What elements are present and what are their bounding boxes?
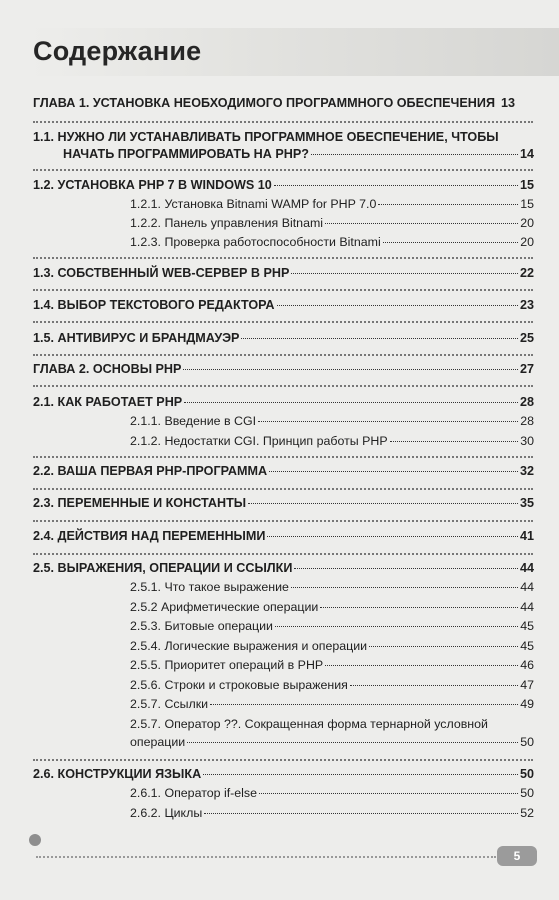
- footer-bullet-icon: [29, 834, 41, 846]
- toc-section-1-4[interactable]: [33, 298, 534, 312]
- toc-page-number: 50: [519, 767, 534, 781]
- leader-dots: [203, 774, 518, 775]
- toc-label: 2.6.1. Оператор if-else: [130, 786, 258, 800]
- toc-page-number: 28: [520, 414, 534, 428]
- toc-subsection-2-5-4[interactable]: [130, 639, 534, 653]
- divider: [33, 289, 533, 291]
- toc-page-number: 22: [519, 266, 534, 280]
- toc-section-2-2[interactable]: [33, 464, 534, 478]
- toc-page-number: 14: [519, 147, 534, 161]
- toc-label: 2.1.2. Недостатки CGI. Принцип работы PHP: [130, 434, 388, 448]
- toc-label: 1.3. СОБСТВЕННЫЙ WEB-СЕРВЕР В PHP: [33, 266, 290, 280]
- toc-label: операции: [130, 735, 186, 749]
- toc-label: 2.6.2. Циклы: [130, 806, 203, 820]
- toc-label: 2.4. ДЕЙСТВИЯ НАД ПЕРЕМЕННЫМИ: [33, 529, 266, 543]
- toc-label: 2.1.1. Введение в CGI: [130, 414, 257, 428]
- divider: [33, 385, 533, 387]
- divider: [33, 354, 533, 356]
- leader-dots: [291, 587, 518, 588]
- toc-page-number: 47: [520, 678, 534, 692]
- toc-label: 2.1. КАК РАБОТАЕТ PHP: [33, 395, 183, 409]
- toc-section-2-5[interactable]: [33, 561, 534, 575]
- leader-dots: [269, 471, 518, 472]
- toc-section-1-5[interactable]: [33, 331, 534, 345]
- toc-section-1-1[interactable]: [63, 147, 534, 161]
- toc-page-number: 44: [520, 580, 534, 594]
- leader-dots: [274, 185, 518, 186]
- divider: [33, 121, 533, 123]
- toc-label: 2.5.5. Приоритет операций в PHP: [130, 658, 324, 672]
- toc-label: 2.5.3. Битовые операции: [130, 619, 273, 633]
- toc-subsection-2-5-7[interactable]: [130, 697, 534, 711]
- toc-page-number: 35: [519, 496, 534, 510]
- toc-page-number: 45: [520, 639, 534, 653]
- toc-subsection-2-1-1[interactable]: [130, 414, 534, 428]
- toc-label: 2.6. КОНСТРУКЦИИ ЯЗЫКА: [33, 767, 202, 781]
- toc-page-number: 15: [520, 197, 534, 211]
- divider: [33, 321, 533, 323]
- leader-dots: [325, 223, 518, 224]
- toc-label: ГЛАВА 1. УСТАНОВКА НЕОБХОДИМОГО ПРОГРАММНОГО ОБЕСПЕЧЕНИЯ: [33, 96, 495, 110]
- toc-page-number: 13: [501, 96, 516, 110]
- toc-page-number: 50: [520, 735, 534, 749]
- toc-subsection-2-5-7b[interactable]: [130, 735, 534, 749]
- toc-subsection-1-2-3[interactable]: [130, 235, 534, 249]
- toc-page-number: 50: [520, 786, 534, 800]
- divider: [33, 456, 533, 458]
- toc-section-2-4[interactable]: [33, 529, 534, 543]
- leader-dots: [311, 154, 518, 155]
- toc-label: 2.5.2 Арифметические операции: [130, 600, 319, 614]
- leader-dots: [187, 742, 518, 743]
- leader-dots: [184, 402, 518, 403]
- toc-label: 2.5.4. Логические выражения и операции: [130, 639, 368, 653]
- leader-dots: [258, 421, 518, 422]
- leader-dots: [383, 242, 518, 243]
- toc-chapter-1[interactable]: [33, 96, 534, 110]
- toc-page-number: 46: [520, 658, 534, 672]
- leader-dots: [291, 273, 518, 274]
- toc-subsection-2-5-6[interactable]: [130, 678, 534, 692]
- leader-dots: [350, 685, 518, 686]
- leader-dots: [294, 568, 518, 569]
- leader-dots: [267, 536, 518, 537]
- toc-page-number: 44: [519, 561, 534, 575]
- toc-label: 1.2.3. Проверка работоспособности Bitnami: [130, 235, 381, 249]
- toc-subsection-2-6-1[interactable]: [130, 786, 534, 800]
- leader-dots: [325, 665, 518, 666]
- divider: [33, 520, 533, 522]
- divider: [33, 257, 533, 259]
- page-title: Содержание: [33, 36, 202, 66]
- leader-dots: [183, 369, 518, 370]
- toc-label: ГЛАВА 2. ОСНОВЫ PHP: [33, 362, 182, 376]
- leader-dots: [210, 704, 518, 705]
- toc-section-1-2[interactable]: [33, 178, 534, 192]
- leader-dots: [241, 338, 518, 339]
- toc-label: 1.2.2. Панель управления Bitnami: [130, 216, 324, 230]
- leader-dots: [248, 503, 518, 504]
- leader-dots: [320, 607, 518, 608]
- toc-subsection-2-5-2[interactable]: [130, 600, 534, 614]
- leader-dots: [277, 305, 518, 306]
- toc-subsection-2-5-5[interactable]: [130, 658, 534, 672]
- leader-dots: [259, 793, 518, 794]
- toc-label: 2.5.7. Ссылки: [130, 697, 209, 711]
- toc-page-number: 23: [519, 298, 534, 312]
- toc-label: 2.5. ВЫРАЖЕНИЯ, ОПЕРАЦИИ И ССЫЛКИ: [33, 561, 293, 575]
- toc-page-number: 25: [519, 331, 534, 345]
- toc-label: 2.2. ВАША ПЕРВАЯ PHP-ПРОГРАММА: [33, 464, 268, 478]
- leader-dots: [369, 646, 518, 647]
- leader-dots: [378, 204, 518, 205]
- toc-label: 1.5. АНТИВИРУС И БРАНДМАУЭР: [33, 331, 240, 345]
- toc-label: 1.4. ВЫБОР ТЕКСТОВОГО РЕДАКТОРА: [33, 298, 275, 312]
- toc-section-2-1[interactable]: [33, 395, 534, 409]
- toc-subsection-1-2-2[interactable]: [130, 216, 534, 230]
- toc-label: 1.2.1. Установка Bitnami WAMP for PHP 7.0: [130, 197, 377, 211]
- toc-subsection-2-1-2[interactable]: [130, 434, 534, 448]
- toc-section-2-6[interactable]: [33, 767, 534, 781]
- footer-dotted-rule: [36, 856, 496, 858]
- toc-subsection-2-5-7b-line1[interactable]: 2.5.7. Оператор ??. Сокращенная форма тернарной условной: [130, 717, 488, 731]
- toc-page-number: 45: [520, 619, 534, 633]
- toc-section-2-3[interactable]: [33, 496, 534, 510]
- divider: [33, 488, 533, 490]
- toc-page-number: 20: [520, 235, 534, 249]
- toc-page-number: 15: [519, 178, 534, 192]
- toc-page-number: 41: [519, 529, 534, 543]
- leader-dots: [204, 813, 518, 814]
- toc-page-number: 30: [520, 434, 534, 448]
- toc-page-number: 44: [520, 600, 534, 614]
- divider: [33, 169, 533, 171]
- toc-chapter-2[interactable]: [33, 362, 534, 376]
- toc-subsection-2-5-3[interactable]: [130, 619, 534, 633]
- toc-label: НАЧАТЬ ПРОГРАММИРОВАТЬ НА PHP?: [63, 147, 309, 161]
- toc-subsection-2-6-2[interactable]: [130, 806, 534, 820]
- toc-section-1-3[interactable]: [33, 266, 534, 280]
- toc-label: 2.3. ПЕРЕМЕННЫЕ И КОНСТАНТЫ: [33, 496, 247, 510]
- toc-label: 2.5.1. Что такое выражение: [130, 580, 289, 594]
- divider: [33, 553, 533, 555]
- toc-subsection-2-5-1[interactable]: [130, 580, 534, 594]
- toc-page-number: 27: [519, 362, 534, 376]
- toc-page-number: 28: [519, 395, 534, 409]
- toc-label: 2.5.6. Строки и строковые выражения: [130, 678, 348, 692]
- toc-page-number: 49: [520, 697, 534, 711]
- leader-dots: [390, 441, 519, 442]
- toc-label: 1.2. УСТАНОВКА PHP 7 В WINDOWS 10: [33, 178, 272, 192]
- leader-dots: [275, 626, 518, 627]
- toc-subsection-1-2-1[interactable]: [130, 197, 534, 211]
- page-number-badge: 5: [497, 846, 537, 866]
- toc-page-number: 20: [520, 216, 534, 230]
- toc-page-number: 52: [520, 806, 534, 820]
- toc-section-1-1-line1[interactable]: 1.1. НУЖНО ЛИ УСТАНАВЛИВАТЬ ПРОГРАММНОЕ ОБЕСПЕЧЕНИЕ, ЧТОБЫ: [33, 130, 499, 144]
- toc-page-number: 32: [519, 464, 534, 478]
- divider: [33, 759, 533, 761]
